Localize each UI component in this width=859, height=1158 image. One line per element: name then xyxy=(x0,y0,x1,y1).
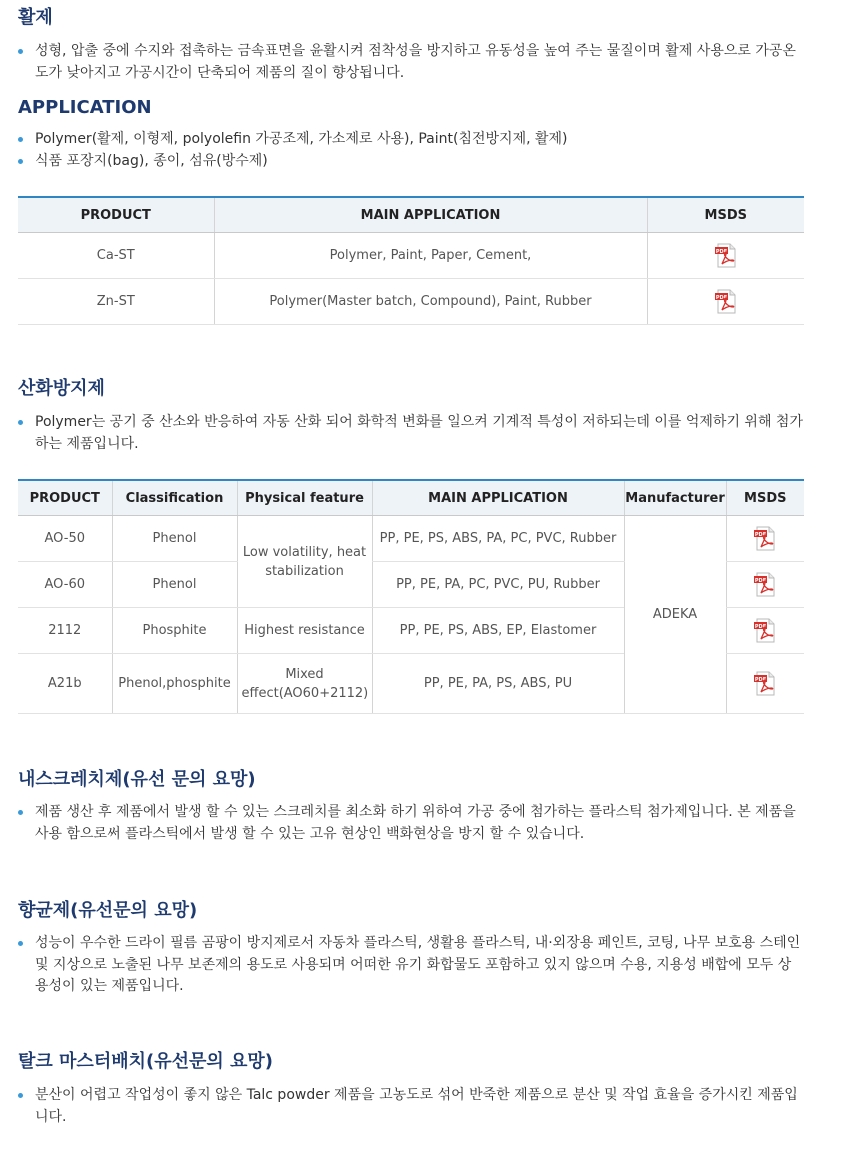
application-list xyxy=(18,129,804,172)
pdf-icon[interactable] xyxy=(753,572,777,597)
product-cell: Ca-ST xyxy=(18,233,214,279)
list-item xyxy=(18,41,804,84)
msds-cell xyxy=(726,654,804,714)
manufacturer-cell: ADEKA xyxy=(624,516,726,714)
bullet-icon xyxy=(18,941,23,946)
pdf-icon[interactable] xyxy=(753,526,777,551)
antioxidant-product-table xyxy=(18,479,804,714)
msds-cell xyxy=(726,516,804,562)
classification-cell: Phenol xyxy=(112,562,237,608)
table-row xyxy=(18,233,804,279)
msds-cell xyxy=(647,233,804,279)
column-header: Classification xyxy=(112,480,237,516)
product-cell: A21b xyxy=(18,654,112,714)
bullet-text: 성형, 압출 중에 수지와 접촉하는 금속표면을 윤활시켜 점착성을 방지하고 유동성을 높여 주는 물질이며 활제 사용으로 가공온도가 낮아지고 가공시간이 단축되어 제품의 질이 향상됩니다. xyxy=(35,43,796,81)
product-cell: AO-60 xyxy=(18,562,112,608)
product-cell: 2112 xyxy=(18,608,112,654)
column-header: MAIN APPLICATION xyxy=(372,480,624,516)
table-header-row xyxy=(18,480,804,516)
column-header: PRODUCT xyxy=(18,480,112,516)
list-item xyxy=(18,933,804,998)
section-title-antioxidant: 산화방지제 xyxy=(18,378,105,399)
section-title-application: APPLICATION xyxy=(18,97,152,118)
physical-feature-cell: Low volatility, heat stabilization xyxy=(237,516,372,608)
list-item xyxy=(18,412,804,455)
bullet-icon xyxy=(18,49,23,54)
application-cell: PP, PE, PA, PC, PVC, PU, Rubber xyxy=(372,562,624,608)
bullet-icon xyxy=(18,159,23,164)
bullet-text: 성능이 우수한 드라이 필름 곰팡이 방지제로서 자동차 플라스틱, 생활용 플라스틱, 내·외장용 페인트, 코팅, 나무 보호용 스테인 및 지상으로 노출된 나무 보존제의 용도로 사용되며 어떠한 유기 화합물도 포함하고 있지 않으며 수용, 지용성 배합에 모두 상용성이 있는 제품입니다. xyxy=(35,935,801,994)
bullet-text: Polymer(활제, 이형제, polyolefin 가공조제, 가소제로 사용), Paint(침전방지제, 활제) xyxy=(35,131,568,147)
lubricant-product-table xyxy=(18,196,804,325)
application-cell: PP, PE, PS, ABS, PA, PC, PVC, Rubber xyxy=(372,516,624,562)
msds-cell xyxy=(726,562,804,608)
classification-cell: Phosphite xyxy=(112,608,237,654)
section-title-talc-masterbatch: 탈크 마스터배치(유선문의 요망) xyxy=(18,1051,274,1072)
section-title-anti-scratch: 내스크레치제(유선 문의 요망) xyxy=(18,769,256,790)
bullet-text: 식품 포장지(bag), 종이, 섬유(방수제) xyxy=(35,152,268,169)
physical-feature-cell: Highest resistance xyxy=(237,608,372,654)
product-cell: AO-50 xyxy=(18,516,112,562)
column-header: Manufacturer xyxy=(624,480,726,516)
column-header: MSDS xyxy=(647,197,804,233)
application-cell: Polymer(Master batch, Compound), Paint, Rubber xyxy=(214,279,647,325)
pdf-icon[interactable] xyxy=(753,618,777,643)
msds-cell xyxy=(726,608,804,654)
bullet-text: Polymer는 공기 중 산소와 반응하여 자동 산화 되어 화학적 변화를 일으켜 기계적 특성이 저하되는데 이를 억제하기 위해 첨가하는 제품입니다. xyxy=(35,414,803,452)
bullet-icon xyxy=(18,420,23,425)
product-cell: Zn-ST xyxy=(18,279,214,325)
table-row xyxy=(18,279,804,325)
antioxidant-description-list xyxy=(18,412,804,455)
list-item xyxy=(18,1085,804,1128)
talc-masterbatch-description-list xyxy=(18,1085,804,1128)
bullet-icon xyxy=(18,810,23,815)
application-cell: PP, PE, PA, PS, ABS, PU xyxy=(372,654,624,714)
anti-scratch-description-list xyxy=(18,802,804,845)
antibacterial-description-list xyxy=(18,933,804,998)
section-title-lubricant: 활제 xyxy=(18,7,53,28)
lubricant-description-list xyxy=(18,41,804,84)
bullet-text: 분산이 어렵고 작업성이 좋지 않은 Talc powder 제품을 고농도로 섞어 반죽한 제품으로 분산 및 작업 효율을 증가시킨 제품입니다. xyxy=(35,1087,798,1125)
pdf-icon[interactable] xyxy=(714,289,738,314)
bullet-icon xyxy=(18,1093,23,1098)
msds-cell xyxy=(647,279,804,325)
application-cell: PP, PE, PS, ABS, EP, Elastomer xyxy=(372,608,624,654)
physical-feature-cell: Mixed effect(AO60+2112) xyxy=(237,654,372,714)
section-title-antibacterial: 향균제(유선문의 요망) xyxy=(18,900,198,921)
classification-cell: Phenol,phosphite xyxy=(112,654,237,714)
bullet-icon xyxy=(18,137,23,142)
pdf-icon[interactable] xyxy=(714,243,738,268)
application-cell: Polymer, Paint, Paper, Cement, xyxy=(214,233,647,279)
column-header: PRODUCT xyxy=(18,197,214,233)
list-item xyxy=(18,151,804,173)
pdf-icon[interactable] xyxy=(753,671,777,696)
table-header-row xyxy=(18,197,804,233)
classification-cell: Phenol xyxy=(112,516,237,562)
column-header: Physical feature xyxy=(237,480,372,516)
column-header: MAIN APPLICATION xyxy=(214,197,647,233)
list-item xyxy=(18,129,804,151)
column-header: MSDS xyxy=(726,480,804,516)
bullet-text: 제품 생산 후 제품에서 발생 할 수 있는 스크레치를 최소화 하기 위하여 가공 중에 첨가하는 플라스틱 첨가제입니다. 본 제품을 사용 함으로써 플라스틱에서 발생 할 수 있는 고유 현상인 백화현상을 방지 할 수 있습니다. xyxy=(35,804,796,842)
list-item xyxy=(18,802,804,845)
table-row xyxy=(18,516,804,562)
